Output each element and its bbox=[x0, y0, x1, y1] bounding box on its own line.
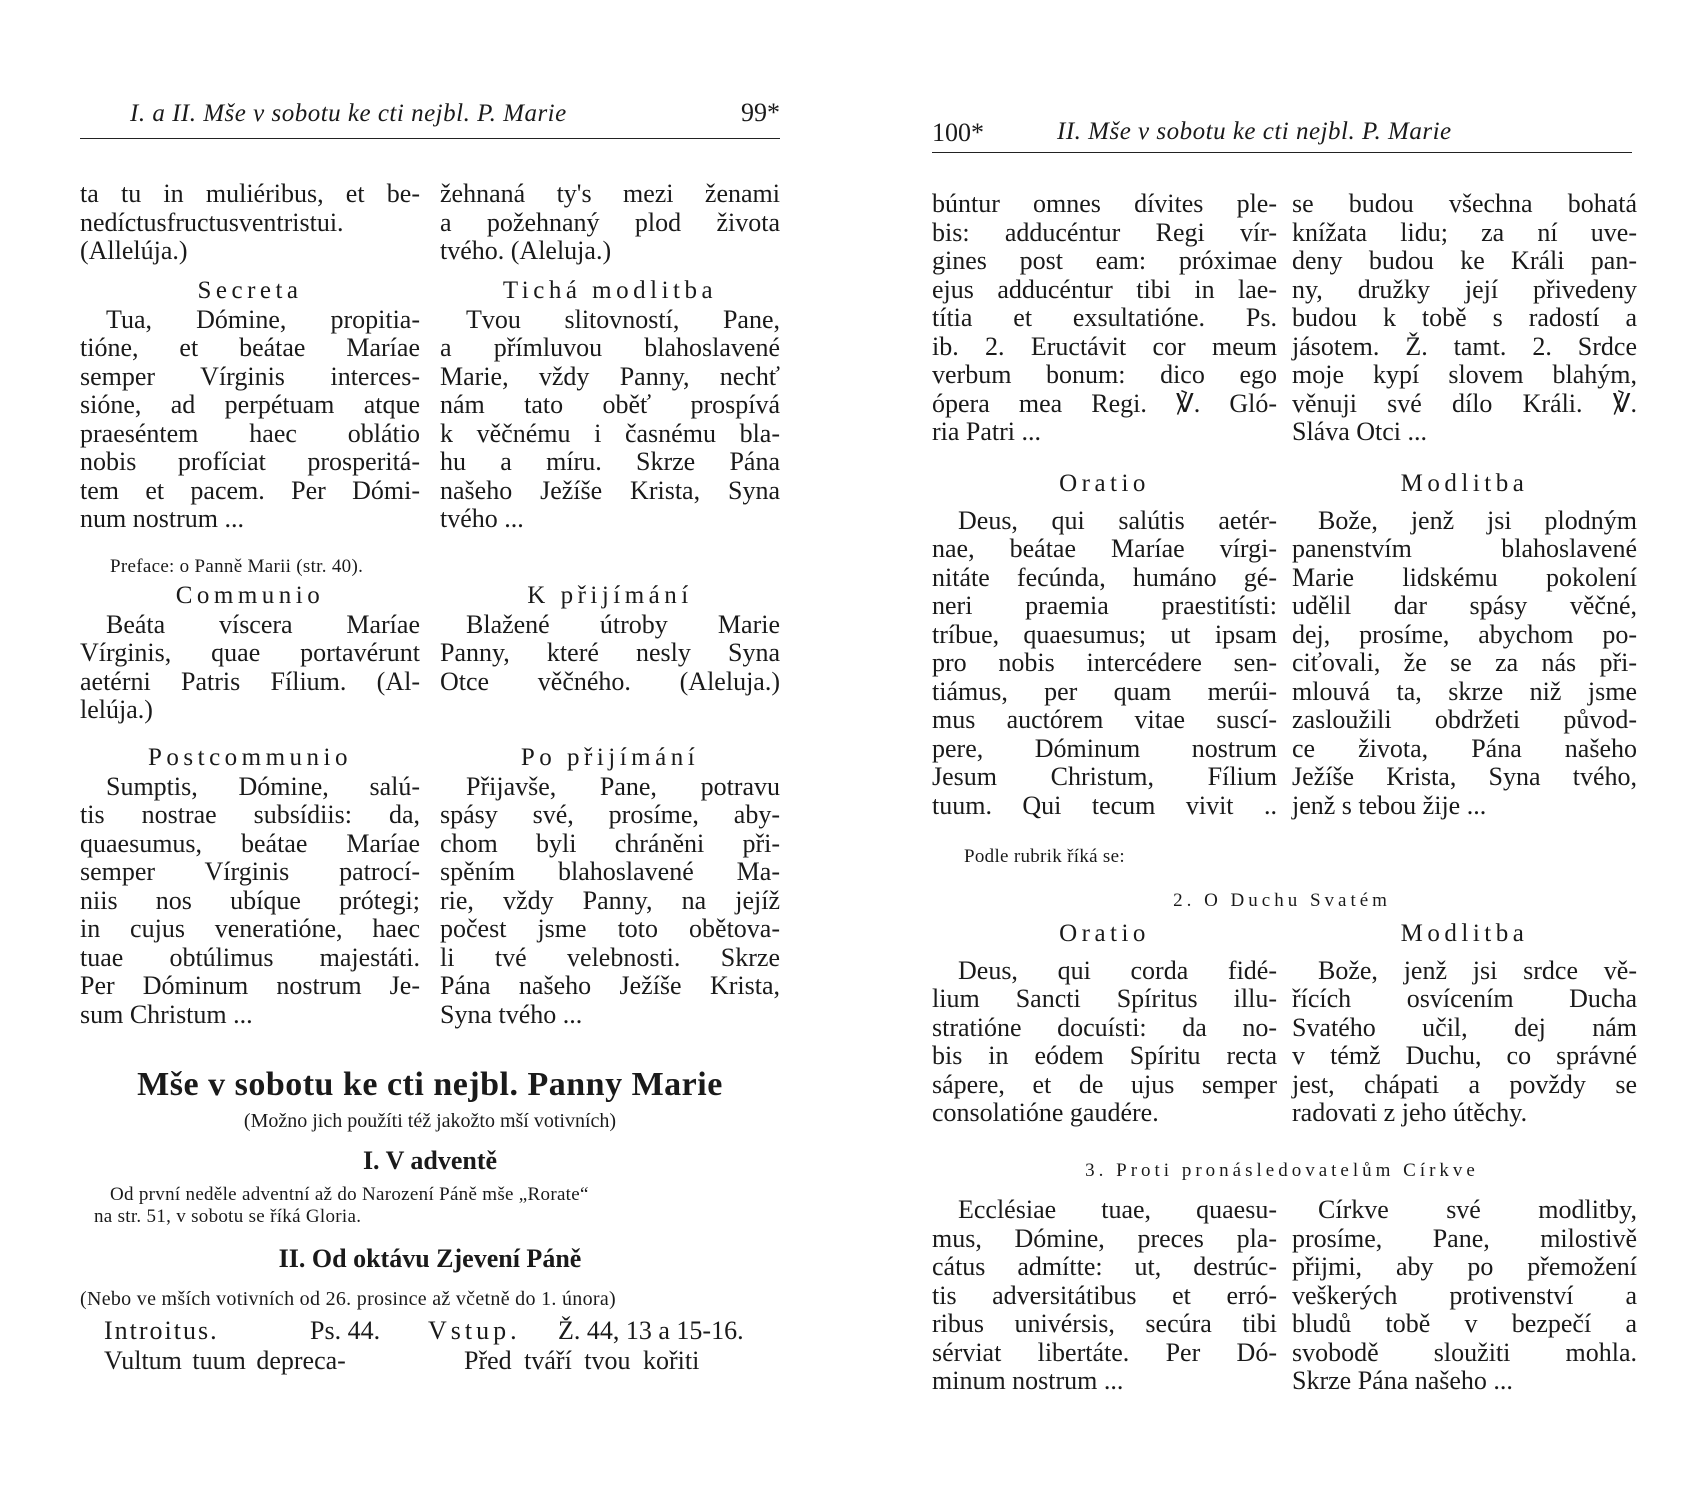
text-line: niis nos ubíque prótegi; bbox=[80, 885, 420, 915]
advent-title: I. V adventě bbox=[362, 1146, 498, 1175]
introitus-latin-first-line: Vultum tuum depreca- bbox=[104, 1346, 346, 1375]
section-heading: Secreta bbox=[197, 277, 303, 304]
text-line: jenž s tebou žije ... bbox=[1292, 790, 1487, 820]
czech-column bbox=[440, 744, 780, 1029]
text-line: consolatióne gaudére. bbox=[932, 1098, 1159, 1127]
text-line: panenstvím blahoslavené bbox=[1292, 534, 1637, 563]
section2-title: 2. O Duchu Svatém bbox=[1173, 890, 1391, 911]
text-line: in cujus veneratióne, haec bbox=[80, 914, 420, 943]
introitus-czech-first-line: Před tváří tvou kořiti bbox=[464, 1346, 700, 1375]
rubric-note: Podle rubrik říká se: bbox=[964, 846, 1125, 867]
section-title: Mše v sobotu ke cti nejbl. Panny Marie bbox=[137, 1066, 723, 1103]
text-line: v témž Duchu, co správné bbox=[1292, 1041, 1637, 1070]
text-line: přijmi, aby po přemožení bbox=[1292, 1252, 1637, 1281]
text-line: neri praemia praestitísti: bbox=[932, 591, 1277, 620]
text-line: semper Vírginis patrocí- bbox=[80, 857, 420, 886]
text-line: minum nostrum ... bbox=[932, 1366, 1124, 1395]
running-title: I. a II. Mše v sobotu ke cti nejbl. P. Marie bbox=[130, 100, 567, 127]
text-line: Církve své modlitby, bbox=[1318, 1195, 1637, 1224]
text-line: našeho Ježíše Krista, Syna bbox=[440, 475, 780, 505]
text-line: ciťovali, že se za nás při- bbox=[1292, 648, 1637, 677]
text-line: Per Dóminum nostrum Je- bbox=[80, 971, 420, 1000]
section-heading: Tichá modlitba bbox=[502, 277, 718, 304]
text-line: počest jsme toto obětova- bbox=[440, 914, 780, 943]
text-line: Ecclésiae tuae, quaesu- bbox=[958, 1195, 1277, 1224]
text-line: nobis profíciat prosperitá- bbox=[80, 447, 420, 476]
text-line: tiámus, per quam merúi- bbox=[932, 676, 1277, 706]
text-line: Tvou slitovností, Pane, bbox=[466, 304, 780, 334]
text-line: li tvé velebnosti. Skrze bbox=[440, 942, 780, 972]
text-line: Vírginis, quae portavérunt bbox=[80, 638, 420, 667]
text-line: Svatého učil, dej nám bbox=[1292, 1012, 1637, 1042]
text-line: ejus adducéntur tibi in lae- bbox=[932, 274, 1277, 304]
text-line: lium Sancti Spíritus illu- bbox=[932, 984, 1277, 1013]
text-line: Bože, jenž jsi srdce vě- bbox=[1318, 955, 1637, 985]
introitus-reference: Ps. 44. bbox=[310, 1316, 381, 1345]
text-line: semper Vírginis interces- bbox=[80, 361, 420, 391]
text-line: mus auctórem vitae suscí- bbox=[932, 705, 1277, 734]
running-title: II. Mše v sobotu ke cti nejbl. P. Marie bbox=[1057, 118, 1452, 145]
text-line: bis in eódem Spíritu recta bbox=[932, 1041, 1277, 1070]
text-line: num nostrum ... bbox=[80, 504, 244, 533]
text-line: budou k tobě s radostí a bbox=[1292, 303, 1637, 332]
latin-column bbox=[932, 190, 1277, 447]
text-line: tvého. (Aleluja.) bbox=[440, 236, 612, 265]
text-line: chom byli chráněni při- bbox=[440, 828, 780, 858]
text-line: sióne, ad perpétuam atque bbox=[80, 390, 420, 419]
section-heading: Modlitba bbox=[1400, 920, 1529, 947]
text-line: jest, chápati a povždy se bbox=[1292, 1069, 1637, 1099]
text-line: nedíctusfructusventristui. bbox=[80, 207, 344, 237]
text-line: ópera mea Regi. ℣. Gló- bbox=[932, 388, 1277, 418]
text-line: stratióne docuísti: da no- bbox=[932, 1012, 1277, 1042]
czech-column bbox=[1292, 920, 1637, 1128]
text-line: žehnaná ty's mezi ženami bbox=[440, 179, 780, 208]
text-line: ta tu in muliéribus, et be- bbox=[80, 179, 420, 208]
text-line: Tua, Dómine, propitia- bbox=[106, 304, 420, 334]
text-line: svobodě sloužiti mohla. bbox=[1292, 1337, 1637, 1367]
text-line: věnuji své dílo Králi. ℣. bbox=[1292, 388, 1637, 418]
latin-column bbox=[932, 920, 1277, 1128]
text-line: deny budou ke Králi pan- bbox=[1292, 246, 1637, 275]
text-line: sérviat libertáte. Per Dó- bbox=[932, 1337, 1277, 1367]
text-line: mlouvá ta, skrze niž jsme bbox=[1292, 676, 1637, 706]
text-line: bludů tobě v bezpečí a bbox=[1292, 1309, 1637, 1338]
text-line: ribus univérsis, secúra tibi bbox=[932, 1309, 1277, 1338]
text-line: Skrze Pána našeho ... bbox=[1292, 1366, 1513, 1395]
page-number: 100* bbox=[932, 118, 984, 147]
section-subtitle: (Možno jich použíti též jakožto mší votivních) bbox=[243, 1110, 617, 1132]
text-line: Deus, qui salútis aetér- bbox=[958, 505, 1277, 535]
text-line: moje kypí slovem blahým, bbox=[1292, 360, 1637, 389]
epiphany-note: (Nebo ve mších votivních od 26. prosince až včetně do 1. února) bbox=[80, 1288, 616, 1310]
czech-column bbox=[1292, 190, 1637, 447]
text-line: rie, vždy Panny, na jejíž bbox=[440, 885, 780, 915]
advent-note-line: Od první neděle adventní až do Narození Páně mše „Rorate“ bbox=[110, 1184, 589, 1205]
text-line: tióne, et beátae Maríae bbox=[80, 333, 420, 362]
introitus-czech-label: Vstup. bbox=[428, 1316, 521, 1345]
text-line: (Allelúja.) bbox=[80, 236, 188, 265]
preface-note: Preface: o Panně Marii (str. 40). bbox=[110, 556, 364, 577]
text-line: mus, Dómine, preces pla- bbox=[932, 1223, 1277, 1253]
text-line: Panny, které nesly Syna bbox=[440, 638, 780, 667]
text-line: Blažené útroby Marie bbox=[466, 609, 780, 639]
czech-column bbox=[440, 277, 780, 534]
text-line: pere, Dóminum nostrum bbox=[932, 733, 1277, 763]
text-line: cátus admítte: ut, destrúc- bbox=[932, 1252, 1277, 1281]
text-line: radovati z jeho útěchy. bbox=[1292, 1098, 1528, 1127]
text-line: Marie lidskému pokolení bbox=[1292, 562, 1637, 592]
text-line: zasloužili obdržeti původ- bbox=[1292, 705, 1637, 734]
section-heading: Postcommunio bbox=[147, 744, 352, 771]
text-line: a přímluvou blahoslavené bbox=[440, 333, 780, 362]
section3-title: 3. Proti pronásledovatelům Církve bbox=[1085, 1160, 1479, 1181]
text-line: veškerých protivenství a bbox=[1292, 1280, 1637, 1310]
text-line: tis nostrae subsídiis: da, bbox=[80, 800, 420, 829]
text-line: bis: adducéntur Regi vír- bbox=[932, 217, 1277, 247]
latin-column bbox=[932, 470, 1277, 820]
text-line: knížata lidu; za ní uve- bbox=[1292, 217, 1637, 247]
section-heading: K přijímání bbox=[527, 582, 693, 609]
text-line: Bože, jenž jsi plodným bbox=[1318, 505, 1637, 535]
czech-column bbox=[1292, 470, 1637, 820]
text-line: a požehnaný plod života bbox=[440, 207, 780, 237]
section-heading: Modlitba bbox=[1400, 470, 1529, 497]
text-line: verbum bonum: dico ego bbox=[932, 360, 1277, 389]
section-heading: Oratio bbox=[1059, 470, 1150, 497]
introitus-czech-reference: Ž. 44, 13 a 15-16. bbox=[558, 1316, 744, 1345]
text-line: spásy své, prosíme, aby- bbox=[440, 800, 780, 829]
text-line: nám tato oběť prospívá bbox=[440, 390, 780, 419]
advent-note-line: na str. 51, v sobotu se říká Gloria. bbox=[94, 1206, 362, 1227]
text-line: ria Patri ... bbox=[932, 417, 1042, 446]
section-heading: Oratio bbox=[1059, 920, 1150, 947]
left-page-header bbox=[80, 98, 780, 139]
text-line: tvého ... bbox=[440, 504, 524, 533]
text-line: hu a míru. Skrze Pána bbox=[440, 447, 780, 476]
text-line: se budou všechna bohatá bbox=[1292, 189, 1637, 218]
text-line: k věčnému i časnému bla- bbox=[440, 418, 780, 448]
text-line: nae, beátae Maríae vírgi- bbox=[932, 534, 1277, 563]
text-line: dej, prosíme, abychom po- bbox=[1292, 619, 1637, 649]
text-line: Otce věčného. (Aleluja.) bbox=[440, 666, 780, 696]
text-line: Ježíše Krista, Syna tvého, bbox=[1292, 762, 1637, 791]
text-line: udělil dar spásy věčné, bbox=[1292, 591, 1637, 620]
text-line: prosíme, Pane, milostivě bbox=[1292, 1223, 1637, 1253]
czech-column bbox=[1292, 1196, 1637, 1396]
text-line: ib. 2. Eructávit cor meum bbox=[932, 331, 1277, 361]
text-line: ce života, Pána našeho bbox=[1292, 733, 1637, 763]
text-line: Přijavše, Pane, potravu bbox=[466, 771, 780, 801]
text-line: tem et pacem. Per Dómi- bbox=[80, 475, 420, 505]
text-line: Syna tvého ... bbox=[440, 999, 583, 1029]
right-page-header bbox=[932, 112, 1632, 153]
latin-column bbox=[80, 180, 420, 266]
text-line: jásotem. Ž. tamt. 2. Srdce bbox=[1292, 331, 1637, 361]
czech-column bbox=[440, 180, 780, 266]
text-line: títia et exsultatióne. Ps. bbox=[932, 303, 1277, 332]
epiphany-title: II. Od oktávu Zjevení Páně bbox=[278, 1244, 582, 1273]
text-line: spěním blahoslavené Ma- bbox=[440, 857, 780, 886]
text-line: Beáta víscera Maríae bbox=[106, 609, 420, 639]
latin-column bbox=[80, 582, 420, 725]
text-line: pro nobis intercédere sen- bbox=[932, 648, 1277, 677]
text-line: Deus, qui corda fidé- bbox=[958, 955, 1277, 985]
text-line: nitáte fecúnda, humáno gé- bbox=[932, 562, 1277, 592]
text-line: Pána našeho Ježíše Krista, bbox=[440, 971, 780, 1000]
introitus-label: Introitus. bbox=[104, 1316, 219, 1345]
text-line: sum Christum ... bbox=[80, 999, 253, 1029]
text-line: řících osvícením Ducha bbox=[1292, 984, 1637, 1013]
czech-column bbox=[440, 582, 780, 696]
text-line: Marie, vždy Panny, nechť bbox=[440, 361, 780, 391]
text-line: praeséntem haec oblátio bbox=[80, 418, 420, 448]
latin-column bbox=[80, 744, 420, 1029]
latin-column bbox=[932, 1196, 1277, 1396]
text-line: Sumptis, Dómine, salú- bbox=[106, 771, 420, 801]
text-line: tríbue, quaesumus; ut ipsam bbox=[932, 619, 1277, 649]
text-line: gines post eam: próximae bbox=[932, 246, 1277, 275]
text-line: aetérni Patris Fílium. (Al- bbox=[80, 666, 420, 696]
section-heading: Po přijímání bbox=[520, 744, 700, 771]
text-line: sápere, et de ujus semper bbox=[932, 1069, 1277, 1099]
text-line: tuae obtúlimus majestáti. bbox=[80, 942, 420, 972]
text-line: lelúja.) bbox=[80, 695, 153, 724]
text-line: quaesumus, beátae Maríae bbox=[80, 828, 420, 858]
text-line: ny, družky její přivedeny bbox=[1292, 274, 1637, 304]
text-line: Jesum Christum, Fílium bbox=[932, 762, 1277, 791]
text-line: Sláva Otci ... bbox=[1292, 417, 1428, 446]
text-line: búntur omnes dívites ple- bbox=[932, 189, 1277, 218]
text-line: tis adversitátibus et erró- bbox=[932, 1280, 1277, 1310]
latin-column bbox=[80, 277, 420, 534]
text-line: tuum. Qui tecum vivit .. bbox=[932, 790, 1277, 820]
section-heading: Communio bbox=[175, 582, 325, 609]
page-number: 99* bbox=[741, 98, 780, 127]
